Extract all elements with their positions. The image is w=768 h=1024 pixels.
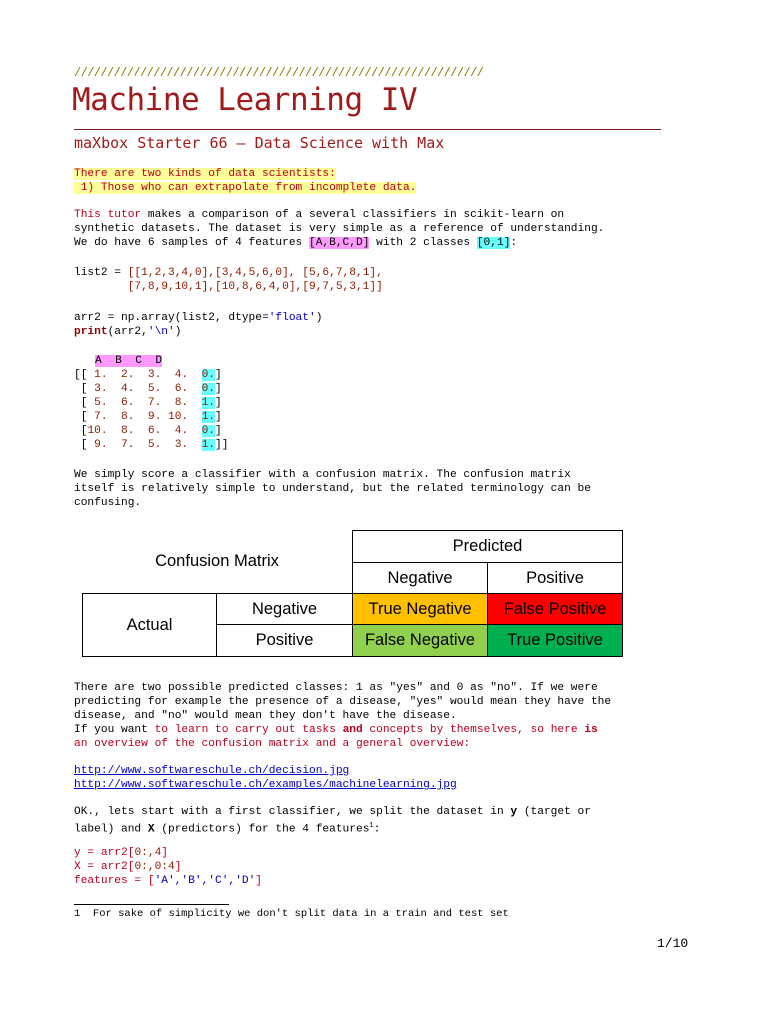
code-x-close: ] [174,861,182,873]
code-paren: ) [315,312,323,324]
matrix-feature-values: 9. 7. 5. 3. [87,439,202,451]
confusion-matrix-figure [82,530,623,657]
matrix-bracket-open: [ [74,411,88,423]
cm-false-positive: False Positive [487,593,623,625]
split-paragraph-line-1-end: (target or [517,806,591,818]
matrix-row [74,424,228,438]
intro-line-3-mid: with 2 classes [369,237,477,249]
footnote-ref: 1 [369,822,374,830]
code-print-keyword: print [74,326,108,338]
features-label: [A,B,C,D] [308,237,370,249]
matrix-header-labels: A B C D [95,355,163,367]
cm-true-negative: True Negative [352,593,488,625]
matrix-bracket-close: ] [215,425,222,437]
matrix-bracket-close: ]] [215,439,229,451]
matrix-class-value: 1. [201,411,216,423]
code-x-slice: 0:,0:4 [134,861,175,873]
split-paragraph [74,805,591,837]
matrix-bracket-close: ] [215,369,222,381]
matrix-feature-values: 7. 8. 9. 10. [87,411,202,423]
classes-paragraph [74,681,611,751]
matrix-class-value: 0. [201,369,216,381]
matrix-bracket-close: ] [215,383,222,395]
cm-title: Confusion Matrix [155,552,279,570]
cm-actual-negative: Negative [216,593,353,625]
classes-paragraph-is: is [584,724,598,736]
intro-line-3-end: : [510,237,518,249]
matrix-bracket-close: ] [215,397,222,409]
matrix-bracket-open: [ [74,383,88,395]
cm-pred-positive: Positive [487,562,623,594]
matrix-output [74,368,228,452]
classes-paragraph-and: and [342,724,363,736]
cm-actual-label: Actual [82,593,217,657]
code-split [74,846,262,888]
matrix-bracket-open: [ [74,439,88,451]
classes-label: [0,1] [476,237,511,249]
matrix-bracket-open: [ [74,397,88,409]
classes-paragraph-line-4: If you want [74,724,155,736]
link-decision[interactable]: http://www.softwareschule.ch/decision.jpg [74,765,350,777]
title-underline [74,129,661,130]
code-list2 [74,266,383,294]
intro-line-3: We do have 6 samples of 4 features [74,237,309,249]
code-list2-var: list2 = [74,267,128,279]
confusion-paragraph-line-3: confusing. [74,497,142,509]
confusion-paragraph-line-1: We simply score a classifier with a confusion matrix. The confusion matrix [74,469,571,481]
classes-paragraph-line-2: predicting for example the presence of a disease, "yes" would mean they have the [74,696,612,708]
matrix-class-value: 0. [201,383,216,395]
matrix-class-value: 1. [201,439,216,451]
intro-paragraph [74,208,604,250]
matrix-feature-values: 3. 4. 5. 6. [87,383,202,395]
classes-paragraph-line-5: an overview of the confusion matrix and a general overview: [74,738,471,750]
page-subtitle: maXbox Starter 66 – Data Science with Max [74,134,445,152]
split-paragraph-line-2-end: : [373,823,381,836]
intro-line-1: makes a comparison of a several classifiers in scikit-learn on [141,209,565,221]
confusion-paragraph [74,468,591,510]
split-x-label: X [147,823,155,836]
matrix-row [74,410,228,424]
cm-pred-negative: Negative [352,562,488,594]
matrix-row [74,382,228,396]
code-array [74,311,322,339]
links-block [74,764,457,792]
footnote-rule [74,904,229,905]
code-print-args: (arr2, [107,326,148,338]
intro-line-2: synthetic datasets. The dataset is very simple as a reference of understanding. [74,223,605,235]
code-y-assign: y = arr2[ [74,847,135,859]
matrix-header [95,354,162,368]
classes-paragraph-red-1: to learn to carry out tasks [154,724,343,736]
matrix-feature-values: 10. 8. 6. 4. [87,425,202,437]
code-features-assign: features = [ [74,875,155,887]
code-y-slice: 0:,4 [134,847,162,859]
footnote: 1 For sake of simplicity we don't split data in a train and test set [74,908,509,920]
code-string-float: 'float' [268,312,316,324]
page-number: 1/10 [657,936,689,951]
matrix-row [74,438,228,452]
cm-true-positive: True Positive [487,624,623,657]
matrix-feature-values: 5. 6. 7. 8. [87,397,202,409]
code-features-close: ] [255,875,263,887]
cm-actual-positive: Positive [216,624,353,657]
classes-paragraph-line-3: disease, and "no" would mean they don't have the disease. [74,710,457,722]
matrix-class-value: 1. [201,397,216,409]
split-paragraph-line-1: OK., lets start with a first classifier, we split the dataset in [74,806,511,818]
quote-block [74,167,416,195]
classes-paragraph-red-2: concepts by themselves, so here [362,724,585,736]
link-machinelearning[interactable]: http://www.softwareschule.ch/examples/machinelearning.jpg [74,779,457,791]
matrix-bracket-open: [ [74,425,88,437]
code-string-newline: '\n' [147,326,175,338]
matrix-class-value: 0. [201,425,216,437]
split-y-label: y [510,806,518,818]
cm-false-negative: False Negative [352,624,488,657]
code-features-list: 'A','B','C','D' [154,875,256,887]
quote-line-2: 1) Those who can extrapolate from incomplete data. [74,182,417,194]
quote-line-1: There are two kinds of data scientists: [74,168,336,180]
matrix-row [74,396,228,410]
intro-highlight: This tutor [74,209,142,221]
matrix-feature-values: 1. 2. 3. 4. [87,369,202,381]
matrix-bracket-close: ] [215,411,222,423]
confusion-paragraph-line-2: itself is relatively simple to understand, but the related terminology can be [74,483,591,495]
classes-paragraph-line-1: There are two possible predicted classes: 1 as "yes" and 0 as "no". If we were [74,682,598,694]
matrix-row [74,368,228,382]
code-x-assign: X = arr2[ [74,861,135,873]
matrix-bracket-open: [[ [74,369,88,381]
code-list2-line-2: [7,8,9,10,1],[10,8,6,4,0],[9,7,5,3,1]] [74,281,383,293]
code-list2-line-1: [[1,2,3,4,0],[3,4,5,6,0], [5,6,7,8,1], [127,267,383,279]
cm-predicted-header: Predicted [352,530,623,563]
code-array-line-1: arr2 = np.array(list2, dtype= [74,312,269,324]
split-paragraph-line-2: label) and [74,823,148,836]
decorative-slashes: ////////////////////////////////////////////////////////////// [74,66,484,80]
page-title: Machine Learning IV [72,82,418,118]
split-paragraph-line-2-mid: (predictors) for the 4 features [154,823,370,836]
code-paren-2: ) [174,326,182,338]
code-y-close: ] [161,847,169,859]
